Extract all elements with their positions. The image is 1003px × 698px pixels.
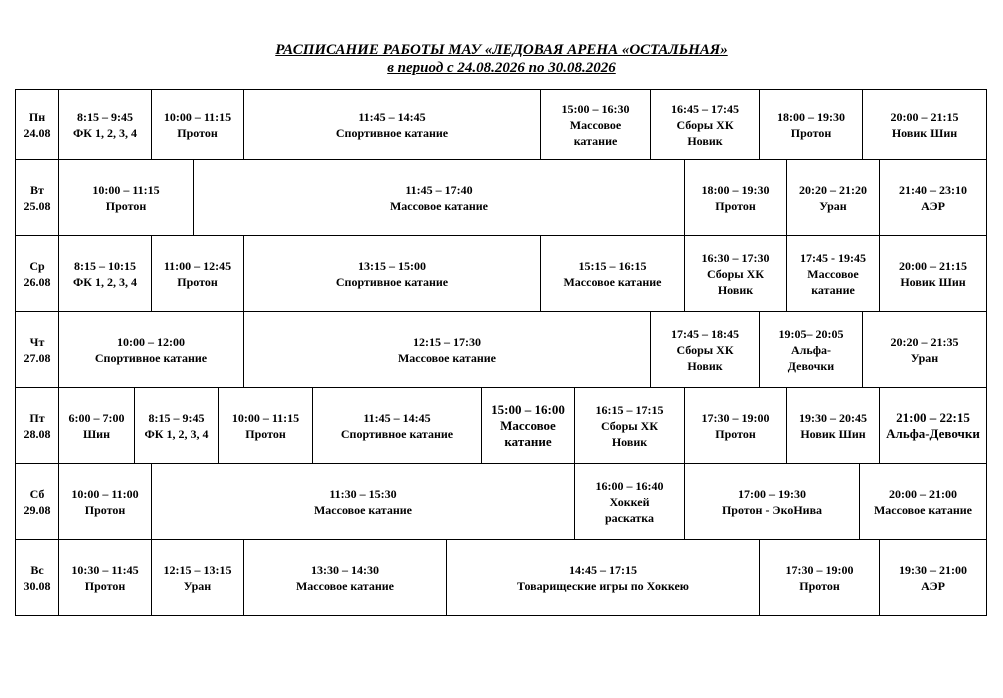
day-cell-mon [15, 89, 59, 160]
cell-time: 11:45 – 14:45 [363, 410, 431, 425]
cell-text: 28.08 [23, 426, 51, 441]
schedule-cell-wed [787, 236, 880, 312]
schedule-cell-sun [244, 540, 447, 616]
cell-text: Массовое катание [295, 578, 395, 593]
cell-time: 17:30 – 19:00 [701, 410, 770, 425]
cell-time: 18:00 – 19:30 [777, 109, 845, 124]
cell-time: 12:15 – 13:15 [163, 562, 232, 577]
schedule-cell-thu [863, 312, 987, 388]
cell-time: Пт [29, 410, 45, 425]
day-cell-thu [15, 312, 59, 388]
cell-text: 30.08 [23, 578, 51, 593]
cell-time: 10:00 – 11:15 [92, 182, 160, 197]
cell-text: Новик [611, 434, 648, 449]
cell-text: Протон [177, 125, 218, 140]
cell-time: 11:00 – 12:45 [163, 258, 232, 273]
cell-time: 10:00 – 11:15 [231, 410, 300, 425]
schedule-cell-fri [219, 388, 313, 464]
cell-text: 26.08 [23, 274, 51, 289]
schedule-cell-mon [651, 89, 760, 160]
page-subtitle-period: в период с 24.08.2026 по 30.08.2026 [387, 60, 616, 76]
schedule-cell-tue [685, 160, 787, 236]
cell-text: Протон [790, 125, 832, 140]
cell-time: 10:00 – 11:15 [163, 109, 232, 124]
day-cell-wed [15, 236, 59, 312]
schedule-cell-sun [59, 540, 152, 616]
schedule-cell-fri [685, 388, 787, 464]
schedule-cell-tue [880, 160, 987, 236]
schedule-cell-sun [152, 540, 244, 616]
cell-text: 27.08 [23, 350, 51, 365]
cell-time: 17:45 – 18:45 [671, 326, 739, 341]
schedule-cell-wed [880, 236, 987, 312]
cell-time: 13:15 – 15:00 [358, 258, 426, 273]
cell-time: 10:30 – 11:45 [71, 562, 139, 577]
cell-text: Уран [910, 350, 939, 365]
cell-time: 17:30 – 19:00 [785, 562, 854, 577]
cell-text: Сборы ХК [706, 266, 765, 281]
cell-time: 14:45 – 17:15 [569, 562, 637, 577]
schedule-cell-fri [880, 388, 987, 464]
cell-time: Пн [28, 109, 46, 124]
schedule-cell-fri [482, 388, 575, 464]
schedule-cell-fri [59, 388, 135, 464]
cell-text: Массовое катание [313, 502, 413, 517]
schedule-cell-wed [685, 236, 787, 312]
cell-time: 10:00 – 12:00 [117, 334, 185, 349]
cell-text: АЭР [921, 578, 945, 593]
cell-text: Массовое катание [397, 350, 497, 365]
schedule-cell-sat [860, 464, 987, 540]
cell-time: 16:00 – 16:40 [595, 478, 664, 493]
schedule-cell-wed [541, 236, 685, 312]
cell-text: Уран [183, 578, 212, 593]
cell-time: 11:30 – 15:30 [329, 486, 397, 501]
day-cell-sat [15, 464, 59, 540]
cell-time: Чт [29, 334, 45, 349]
cell-text: Протон [715, 426, 756, 441]
cell-text: 24.08 [23, 125, 51, 140]
cell-text: Массовое [569, 117, 622, 132]
cell-time: 18:00 – 19:30 [701, 182, 770, 197]
cell-time: 16:45 – 17:45 [671, 101, 739, 116]
cell-text: Уран [819, 198, 847, 213]
cell-text: Сборы ХК [676, 342, 734, 357]
cell-text: Протон [799, 578, 840, 593]
cell-text: Альфа-Девочки [886, 425, 980, 441]
cell-text: Новик [687, 358, 723, 373]
cell-time: 6:00 – 7:00 [68, 410, 125, 425]
cell-time: 8:15 – 9:45 [77, 109, 133, 124]
cell-time: 10:00 – 11:00 [71, 486, 139, 501]
cell-time: 13:30 – 14:30 [311, 562, 379, 577]
schedule-cell-mon [863, 89, 987, 160]
cell-text: 29.08 [23, 502, 51, 517]
day-cell-sun [15, 540, 59, 616]
schedule-cell-sun [880, 540, 987, 616]
cell-text: Массовое катание [873, 502, 973, 517]
schedule-cell-thu [651, 312, 760, 388]
cell-time: Сб [29, 486, 45, 501]
cell-text: Новик [717, 282, 754, 297]
schedule-cell-mon [59, 89, 152, 160]
cell-text: Сборы ХК [676, 117, 734, 132]
schedule-cell-tue [194, 160, 685, 236]
schedule-cell-thu [59, 312, 244, 388]
day-cell-fri [15, 388, 59, 464]
cell-time: Вт [30, 182, 44, 197]
cell-text: Протон [84, 578, 126, 593]
cell-time: 20:20 – 21:20 [799, 182, 867, 197]
schedule-cell-fri [787, 388, 880, 464]
cell-time: 8:15 – 10:15 [74, 258, 136, 273]
cell-text: 25.08 [23, 198, 51, 213]
schedule-cell-fri [135, 388, 219, 464]
cell-text: Новик Шин [800, 426, 866, 441]
cell-text: катание [504, 433, 552, 449]
cell-time: 20:00 – 21:15 [890, 109, 959, 124]
cell-text: раскатка [604, 510, 655, 525]
cell-text: Массовое катание [389, 198, 489, 213]
schedule-cell-wed [59, 236, 152, 312]
cell-text: Товарищеские игры по Хоккею [517, 578, 689, 593]
cell-time: 15:15 – 16:15 [578, 258, 647, 273]
cell-text: Протон [84, 502, 126, 517]
schedule-cell-sat [575, 464, 685, 540]
cell-text: Хоккей [609, 494, 650, 509]
schedule-cell-fri [575, 388, 685, 464]
cell-text: Девочки [787, 358, 835, 373]
cell-time: Ср [29, 258, 45, 273]
cell-time: 21:40 – 23:10 [899, 182, 967, 197]
schedule-cell-wed [152, 236, 244, 312]
cell-time: 21:00 – 22:15 [896, 409, 970, 425]
cell-text: Протон [105, 198, 147, 213]
cell-text: катание [573, 133, 618, 148]
schedule-cell-wed [244, 236, 541, 312]
cell-time: 20:20 – 21:35 [890, 334, 959, 349]
cell-time: 11:45 – 17:40 [405, 182, 473, 197]
cell-time: 11:45 – 14:45 [358, 109, 426, 124]
cell-text: Спортивное катание [340, 426, 454, 441]
cell-text: ФК 1, 2, 3, 4 [144, 426, 209, 441]
cell-text: Протон [715, 198, 756, 213]
cell-text: Спортивное катание [94, 350, 208, 365]
cell-time: 19:05– 20:05 [778, 326, 844, 341]
cell-time: 15:00 – 16:00 [491, 401, 565, 417]
cell-text: ФК 1, 2, 3, 4 [72, 274, 137, 289]
schedule-cell-tue [59, 160, 194, 236]
cell-text: Протон [177, 274, 218, 289]
cell-text: Протон [245, 426, 286, 441]
schedule-cell-sun [760, 540, 880, 616]
cell-text: катание [811, 282, 855, 297]
schedule-cell-tue [787, 160, 880, 236]
cell-text: ФК 1, 2, 3, 4 [72, 125, 137, 140]
schedule-cell-mon [152, 89, 244, 160]
cell-text: Спортивное катание [335, 274, 449, 289]
schedule-cell-sat [685, 464, 860, 540]
cell-time: 19:30 – 20:45 [799, 410, 867, 425]
cell-text: Массовое катание [563, 274, 662, 289]
schedule-cell-sat [152, 464, 575, 540]
cell-time: 17:00 – 19:30 [738, 486, 806, 501]
cell-time: 8:15 – 9:45 [148, 410, 205, 425]
cell-text: Сборы ХК [600, 418, 659, 433]
cell-text: Альфа- [790, 342, 832, 357]
schedule-cell-mon [760, 89, 863, 160]
cell-time: 12:15 – 17:30 [413, 334, 481, 349]
cell-time: 16:30 – 17:30 [701, 250, 770, 265]
schedule-cell-mon [541, 89, 651, 160]
schedule-cell-sat [59, 464, 152, 540]
schedule-cell-thu [244, 312, 651, 388]
schedule-cell-mon [244, 89, 541, 160]
cell-time: 16:15 – 17:15 [595, 402, 664, 417]
cell-text: Шин [82, 426, 110, 441]
cell-text: Массовое [500, 417, 556, 433]
page-title: РАСПИСАНИЕ РАБОТЫ МАУ «ЛЕДОВАЯ АРЕНА «ОСТАЛЬНАЯ» [275, 42, 728, 58]
day-cell-tue [15, 160, 59, 236]
cell-time: 17:45 - 19:45 [800, 250, 866, 265]
schedule-cell-fri [313, 388, 482, 464]
cell-time: 19:30 – 21:00 [899, 562, 967, 577]
cell-time: 20:00 – 21:15 [899, 258, 967, 273]
cell-time: 15:00 – 16:30 [561, 101, 630, 116]
cell-text: Новик Шин [891, 125, 958, 140]
schedule-cell-thu [760, 312, 863, 388]
cell-text: Спортивное катание [335, 125, 449, 140]
cell-time: 20:00 – 21:00 [889, 486, 957, 501]
schedule-cell-sun [447, 540, 760, 616]
cell-text: АЭР [921, 198, 945, 213]
cell-text: Протон - ЭкоНива [721, 502, 823, 517]
cell-text: Массовое [807, 266, 859, 281]
cell-text: Новик [687, 133, 723, 148]
cell-time: Вс [30, 562, 44, 577]
cell-text: Новик Шин [900, 274, 966, 289]
